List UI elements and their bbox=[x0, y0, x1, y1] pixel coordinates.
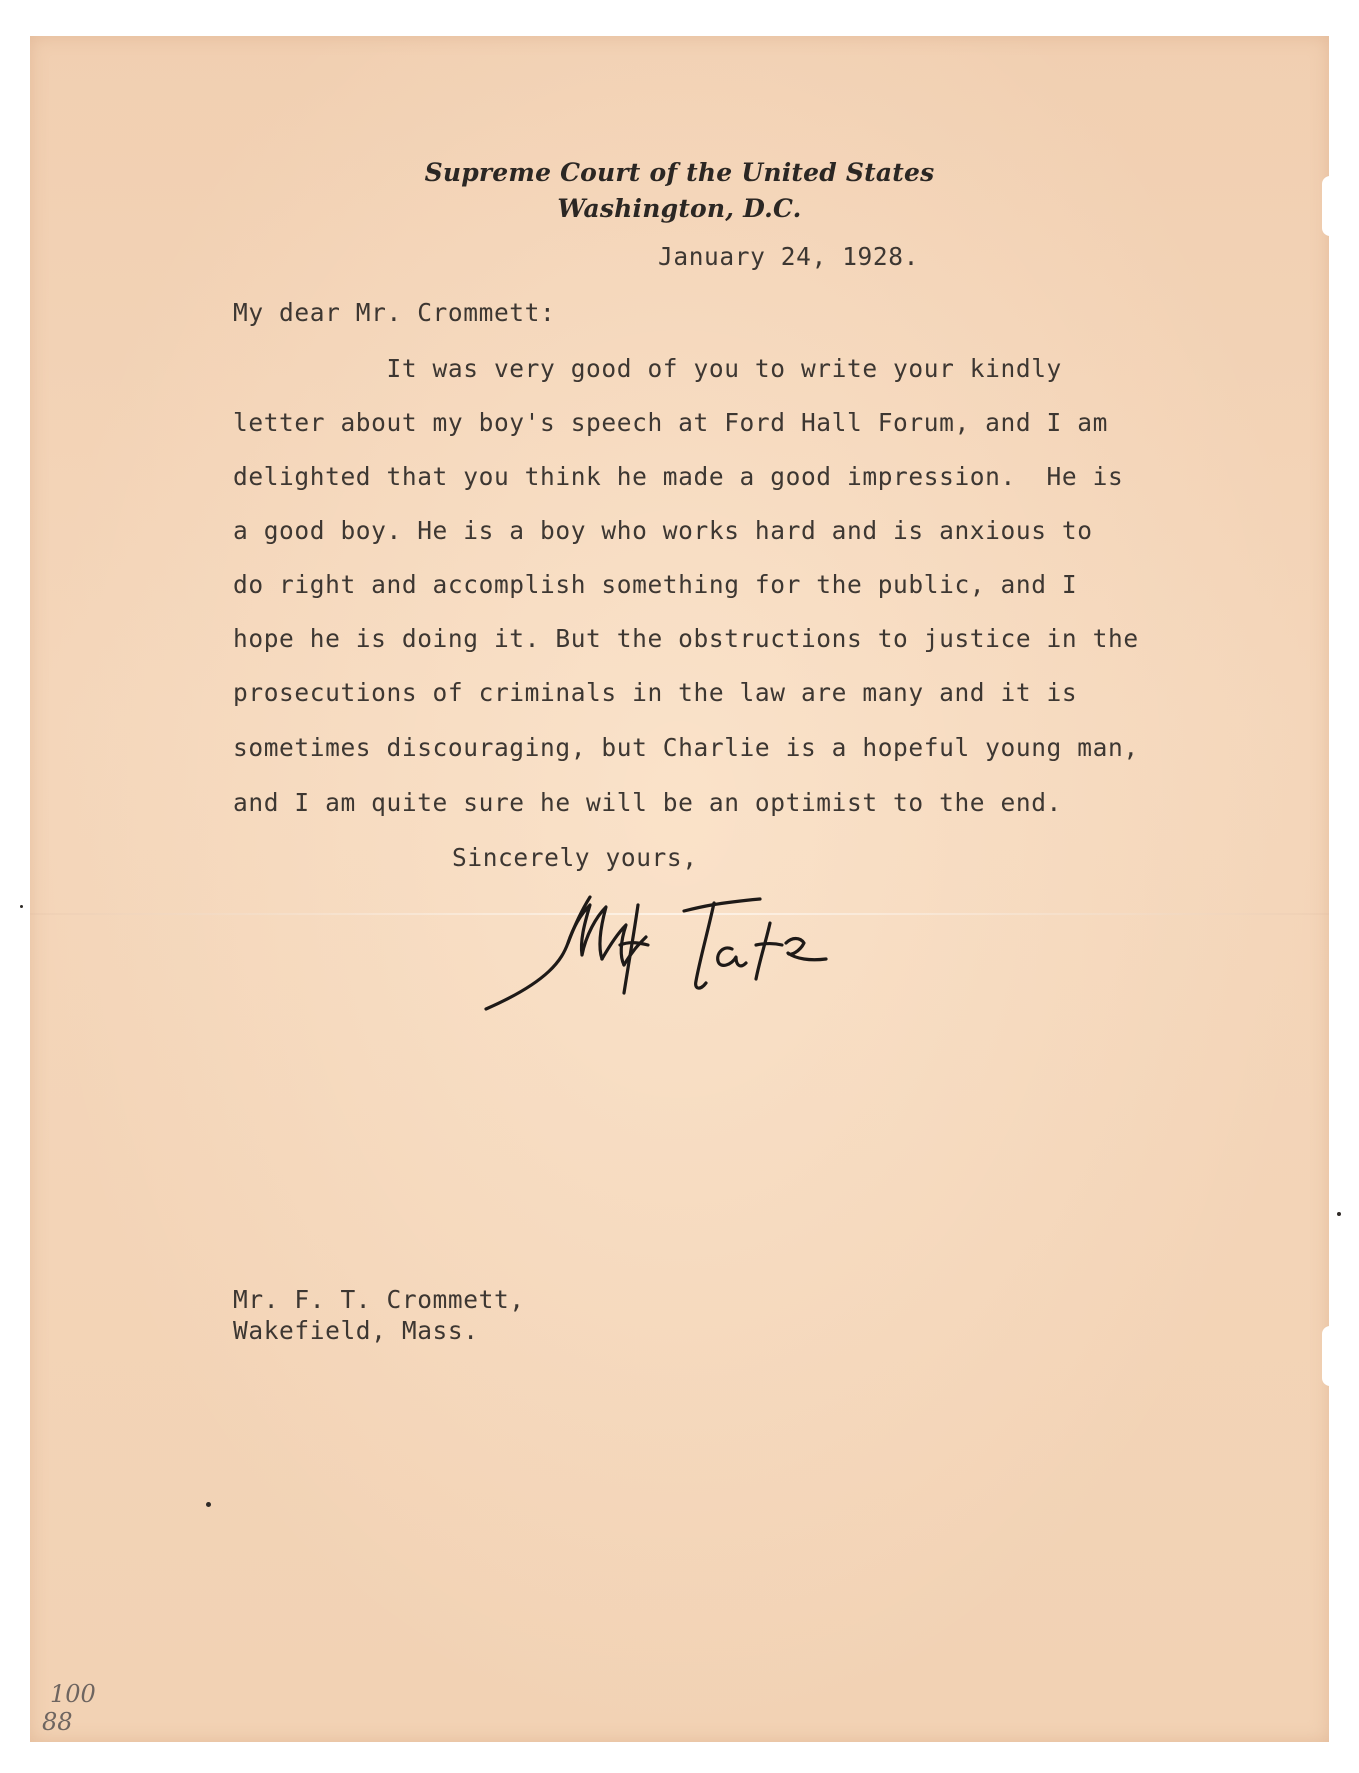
letter-date: January 24, 1928. bbox=[658, 242, 919, 271]
body-line: and I am quite sure he will be an optimist to the end. bbox=[233, 788, 1062, 817]
body-line: It was very good of you to write your kindly bbox=[233, 354, 1062, 383]
letterhead-court: Supreme Court of the United States bbox=[424, 158, 935, 187]
recipient-location: Wakefield, Mass. bbox=[233, 1316, 479, 1345]
body-line: letter about my boy's speech at Ford Hall Forum, and I am bbox=[233, 408, 1108, 437]
body-line: a good boy. He is a boy who works hard and is anxious to bbox=[233, 516, 1093, 545]
pencil-note: 88 bbox=[42, 1708, 73, 1736]
letterhead-city: Washington, D.C. bbox=[557, 194, 802, 223]
body-line: sometimes discouraging, but Charlie is a hopeful young man, bbox=[233, 733, 1139, 762]
ink-speck bbox=[20, 905, 23, 908]
body-line: hope he is doing it. But the obstructions to justice in the bbox=[233, 624, 1139, 653]
body-line: do right and accomplish something for the public, and I bbox=[233, 570, 1078, 599]
body-line: prosecutions of criminals in the law are many and it is bbox=[233, 678, 1078, 707]
recipient-name: Mr. F. T. Crommett, bbox=[233, 1285, 525, 1314]
body-line: delighted that you think he made a good impression. He is bbox=[233, 462, 1124, 491]
punch-notch bbox=[1322, 1326, 1336, 1386]
signature bbox=[470, 885, 910, 1015]
pencil-note: 100 bbox=[50, 1680, 96, 1708]
salutation: My dear Mr. Crommett: bbox=[233, 298, 556, 327]
ink-speck bbox=[206, 1502, 211, 1507]
closing: Sincerely yours, bbox=[452, 843, 698, 872]
ink-speck bbox=[1337, 1212, 1341, 1216]
